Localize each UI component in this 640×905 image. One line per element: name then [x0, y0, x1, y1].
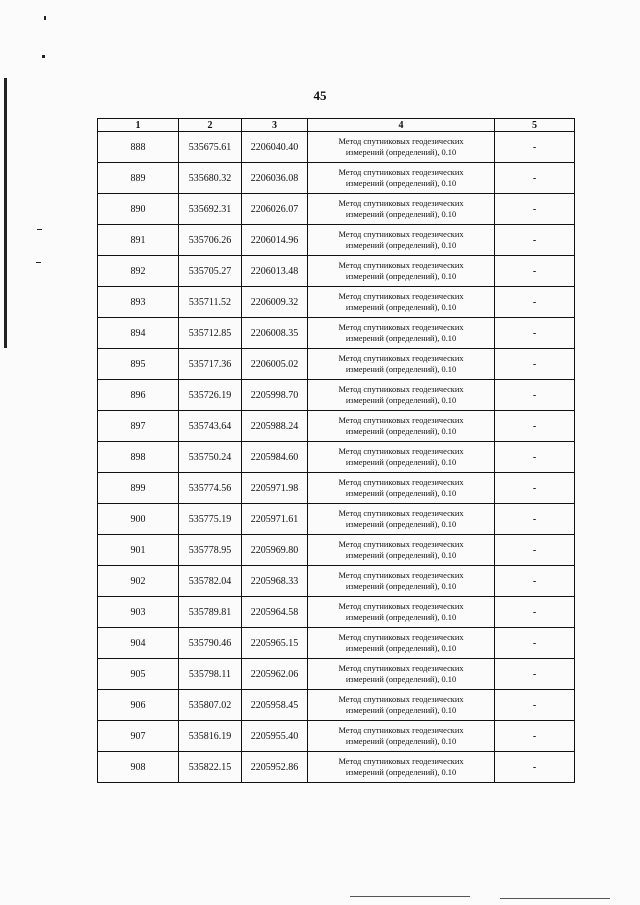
method-cell	[308, 752, 495, 783]
method-line-2: измерений (определений), 0.10	[345, 520, 457, 529]
y-coordinate-cell: 2206014.96	[242, 225, 308, 256]
table-body	[98, 132, 575, 783]
column-header-1: 1	[98, 119, 179, 132]
table-row	[98, 132, 575, 163]
note-cell: -	[495, 194, 575, 225]
method-line-1: Метод спутниковых геодезических	[338, 230, 464, 239]
table-row	[98, 752, 575, 783]
y-coordinate-cell: 2205969.80	[242, 535, 308, 566]
point-number-cell: 893	[98, 287, 179, 318]
y-coordinate-cell: 2205958.45	[242, 690, 308, 721]
y-coordinate-cell: 2206009.32	[242, 287, 308, 318]
x-coordinate-cell: 535807.02	[179, 690, 242, 721]
note-cell: -	[495, 566, 575, 597]
point-number-cell: 906	[98, 690, 179, 721]
method-line-1: Метод спутниковых геодезических	[338, 416, 464, 425]
y-coordinate-cell: 2205964.58	[242, 597, 308, 628]
method-line-1: Метод спутниковых геодезических	[338, 726, 464, 735]
column-header-5: 5	[495, 119, 575, 132]
x-coordinate-cell: 535798.11	[179, 659, 242, 690]
point-number-cell: 905	[98, 659, 179, 690]
x-coordinate-cell: 535822.15	[179, 752, 242, 783]
note-cell: -	[495, 659, 575, 690]
table-row	[98, 535, 575, 566]
x-coordinate-cell: 535712.85	[179, 318, 242, 349]
method-line-2: измерений (определений), 0.10	[345, 458, 457, 467]
y-coordinate-cell: 2205952.86	[242, 752, 308, 783]
method-line-1: Метод спутниковых геодезических	[338, 757, 464, 766]
method-cell	[308, 256, 495, 287]
method-line-2: измерений (определений), 0.10	[345, 675, 457, 684]
method-cell	[308, 318, 495, 349]
table-row	[98, 318, 575, 349]
y-coordinate-cell: 2205984.60	[242, 442, 308, 473]
method-line-2: измерений (определений), 0.10	[345, 179, 457, 188]
point-number-cell: 890	[98, 194, 179, 225]
y-coordinate-cell: 2206036.08	[242, 163, 308, 194]
method-line-2: измерений (определений), 0.10	[345, 644, 457, 653]
method-line-1: Метод спутниковых геодезических	[338, 323, 464, 332]
point-number-cell: 888	[98, 132, 179, 163]
point-number-cell: 892	[98, 256, 179, 287]
table-row	[98, 225, 575, 256]
method-line-1: Метод спутниковых геодезических	[338, 664, 464, 673]
method-line-2: измерений (определений), 0.10	[345, 365, 457, 374]
method-cell	[308, 473, 495, 504]
table-row	[98, 194, 575, 225]
page-number: 45	[313, 88, 327, 103]
point-number-cell: 894	[98, 318, 179, 349]
method-line-1: Метод спутниковых геодезических	[338, 478, 464, 487]
x-coordinate-cell: 535789.81	[179, 597, 242, 628]
point-number-cell: 898	[98, 442, 179, 473]
point-number-cell: 904	[98, 628, 179, 659]
point-number-cell: 908	[98, 752, 179, 783]
note-cell: -	[495, 721, 575, 752]
note-cell: -	[495, 287, 575, 318]
point-number-cell: 903	[98, 597, 179, 628]
point-number-cell: 891	[98, 225, 179, 256]
table-row	[98, 721, 575, 752]
point-number-cell: 900	[98, 504, 179, 535]
method-cell	[308, 287, 495, 318]
table-row	[98, 473, 575, 504]
point-number-cell: 901	[98, 535, 179, 566]
note-cell: -	[495, 380, 575, 411]
scan-mark-top	[44, 16, 46, 20]
method-line-1: Метод спутниковых геодезических	[338, 168, 464, 177]
method-cell	[308, 504, 495, 535]
x-coordinate-cell: 535775.19	[179, 504, 242, 535]
point-number-cell: 899	[98, 473, 179, 504]
table-row	[98, 380, 575, 411]
y-coordinate-cell: 2206005.02	[242, 349, 308, 380]
method-cell	[308, 349, 495, 380]
method-cell	[308, 163, 495, 194]
scan-mark-dash	[37, 229, 42, 230]
method-line-1: Метод спутниковых геодезических	[338, 540, 464, 549]
note-cell: -	[495, 535, 575, 566]
scan-edge-line	[4, 78, 7, 348]
table-row	[98, 659, 575, 690]
note-cell: -	[495, 132, 575, 163]
note-cell: -	[495, 597, 575, 628]
scan-bottom-rule-2	[500, 898, 610, 899]
note-cell: -	[495, 752, 575, 783]
x-coordinate-cell: 535782.04	[179, 566, 242, 597]
note-cell: -	[495, 349, 575, 380]
y-coordinate-cell: 2205968.33	[242, 566, 308, 597]
method-cell	[308, 132, 495, 163]
table-row	[98, 163, 575, 194]
note-cell: -	[495, 256, 575, 287]
x-coordinate-cell: 535717.36	[179, 349, 242, 380]
table-row	[98, 690, 575, 721]
table-row	[98, 442, 575, 473]
y-coordinate-cell: 2205998.70	[242, 380, 308, 411]
method-line-1: Метод спутниковых геодезических	[338, 447, 464, 456]
method-line-2: измерений (определений), 0.10	[345, 768, 457, 777]
x-coordinate-cell: 535816.19	[179, 721, 242, 752]
point-number-cell: 897	[98, 411, 179, 442]
table-row	[98, 287, 575, 318]
point-number-cell: 902	[98, 566, 179, 597]
method-cell	[308, 442, 495, 473]
method-cell	[308, 380, 495, 411]
method-line-2: измерений (определений), 0.10	[345, 489, 457, 498]
method-cell	[308, 721, 495, 752]
method-cell	[308, 194, 495, 225]
y-coordinate-cell: 2206026.07	[242, 194, 308, 225]
note-cell: -	[495, 690, 575, 721]
scan-mark-dash-2	[36, 262, 41, 263]
table-row	[98, 597, 575, 628]
x-coordinate-cell: 535705.27	[179, 256, 242, 287]
y-coordinate-cell: 2205955.40	[242, 721, 308, 752]
method-line-2: измерений (определений), 0.10	[345, 148, 457, 157]
method-line-1: Метод спутниковых геодезических	[338, 354, 464, 363]
y-coordinate-cell: 2205971.61	[242, 504, 308, 535]
column-header-3: 3	[242, 119, 308, 132]
point-number-cell: 896	[98, 380, 179, 411]
x-coordinate-cell: 535790.46	[179, 628, 242, 659]
method-cell	[308, 628, 495, 659]
table-row	[98, 411, 575, 442]
note-cell: -	[495, 318, 575, 349]
method-line-1: Метод спутниковых геодезических	[338, 571, 464, 580]
y-coordinate-cell: 2205965.15	[242, 628, 308, 659]
method-cell	[308, 659, 495, 690]
x-coordinate-cell: 535680.32	[179, 163, 242, 194]
scan-mark-dot	[42, 55, 45, 58]
method-line-2: измерений (определений), 0.10	[345, 241, 457, 250]
method-line-2: измерений (определений), 0.10	[345, 737, 457, 746]
x-coordinate-cell: 535778.95	[179, 535, 242, 566]
method-cell	[308, 411, 495, 442]
table-row	[98, 256, 575, 287]
method-line-1: Метод спутниковых геодезических	[338, 602, 464, 611]
note-cell: -	[495, 442, 575, 473]
x-coordinate-cell: 535692.31	[179, 194, 242, 225]
y-coordinate-cell: 2206040.40	[242, 132, 308, 163]
method-line-1: Метод спутниковых геодезических	[338, 509, 464, 518]
table-row	[98, 566, 575, 597]
column-header-4: 4	[308, 119, 495, 132]
x-coordinate-cell: 535706.26	[179, 225, 242, 256]
x-coordinate-cell: 535711.52	[179, 287, 242, 318]
x-coordinate-cell: 535750.24	[179, 442, 242, 473]
method-line-1: Метод спутниковых геодезических	[338, 385, 464, 394]
point-number-cell: 907	[98, 721, 179, 752]
method-line-2: измерений (определений), 0.10	[345, 272, 457, 281]
y-coordinate-cell: 2205988.24	[242, 411, 308, 442]
method-line-1: Метод спутниковых геодезических	[338, 633, 464, 642]
method-line-1: Метод спутниковых геодезических	[338, 137, 464, 146]
table-row	[98, 504, 575, 535]
method-line-2: измерений (определений), 0.10	[345, 551, 457, 560]
method-line-2: измерений (определений), 0.10	[345, 334, 457, 343]
method-line-2: измерений (определений), 0.10	[345, 613, 457, 622]
method-line-1: Метод спутниковых геодезических	[338, 695, 464, 704]
method-cell	[308, 690, 495, 721]
coordinates-table	[97, 118, 575, 783]
y-coordinate-cell: 2205962.06	[242, 659, 308, 690]
method-cell	[308, 566, 495, 597]
table-header-row	[98, 119, 575, 132]
y-coordinate-cell: 2206013.48	[242, 256, 308, 287]
note-cell: -	[495, 504, 575, 535]
note-cell: -	[495, 225, 575, 256]
method-cell	[308, 225, 495, 256]
x-coordinate-cell: 535774.56	[179, 473, 242, 504]
method-cell	[308, 597, 495, 628]
table-row	[98, 349, 575, 380]
method-line-2: измерений (определений), 0.10	[345, 706, 457, 715]
method-line-2: измерений (определений), 0.10	[345, 396, 457, 405]
x-coordinate-cell: 535726.19	[179, 380, 242, 411]
method-cell	[308, 535, 495, 566]
method-line-2: измерений (определений), 0.10	[345, 427, 457, 436]
method-line-1: Метод спутниковых геодезических	[338, 292, 464, 301]
scan-bottom-rule	[350, 896, 470, 897]
note-cell: -	[495, 411, 575, 442]
method-line-2: измерений (определений), 0.10	[345, 210, 457, 219]
method-line-1: Метод спутниковых геодезических	[338, 261, 464, 270]
point-number-cell: 895	[98, 349, 179, 380]
method-line-2: измерений (определений), 0.10	[345, 582, 457, 591]
column-header-2: 2	[179, 119, 242, 132]
table-row	[98, 628, 575, 659]
x-coordinate-cell: 535675.61	[179, 132, 242, 163]
y-coordinate-cell: 2206008.35	[242, 318, 308, 349]
method-line-2: измерений (определений), 0.10	[345, 303, 457, 312]
note-cell: -	[495, 163, 575, 194]
method-line-1: Метод спутниковых геодезических	[338, 199, 464, 208]
note-cell: -	[495, 473, 575, 504]
y-coordinate-cell: 2205971.98	[242, 473, 308, 504]
x-coordinate-cell: 535743.64	[179, 411, 242, 442]
point-number-cell: 889	[98, 163, 179, 194]
note-cell: -	[495, 628, 575, 659]
